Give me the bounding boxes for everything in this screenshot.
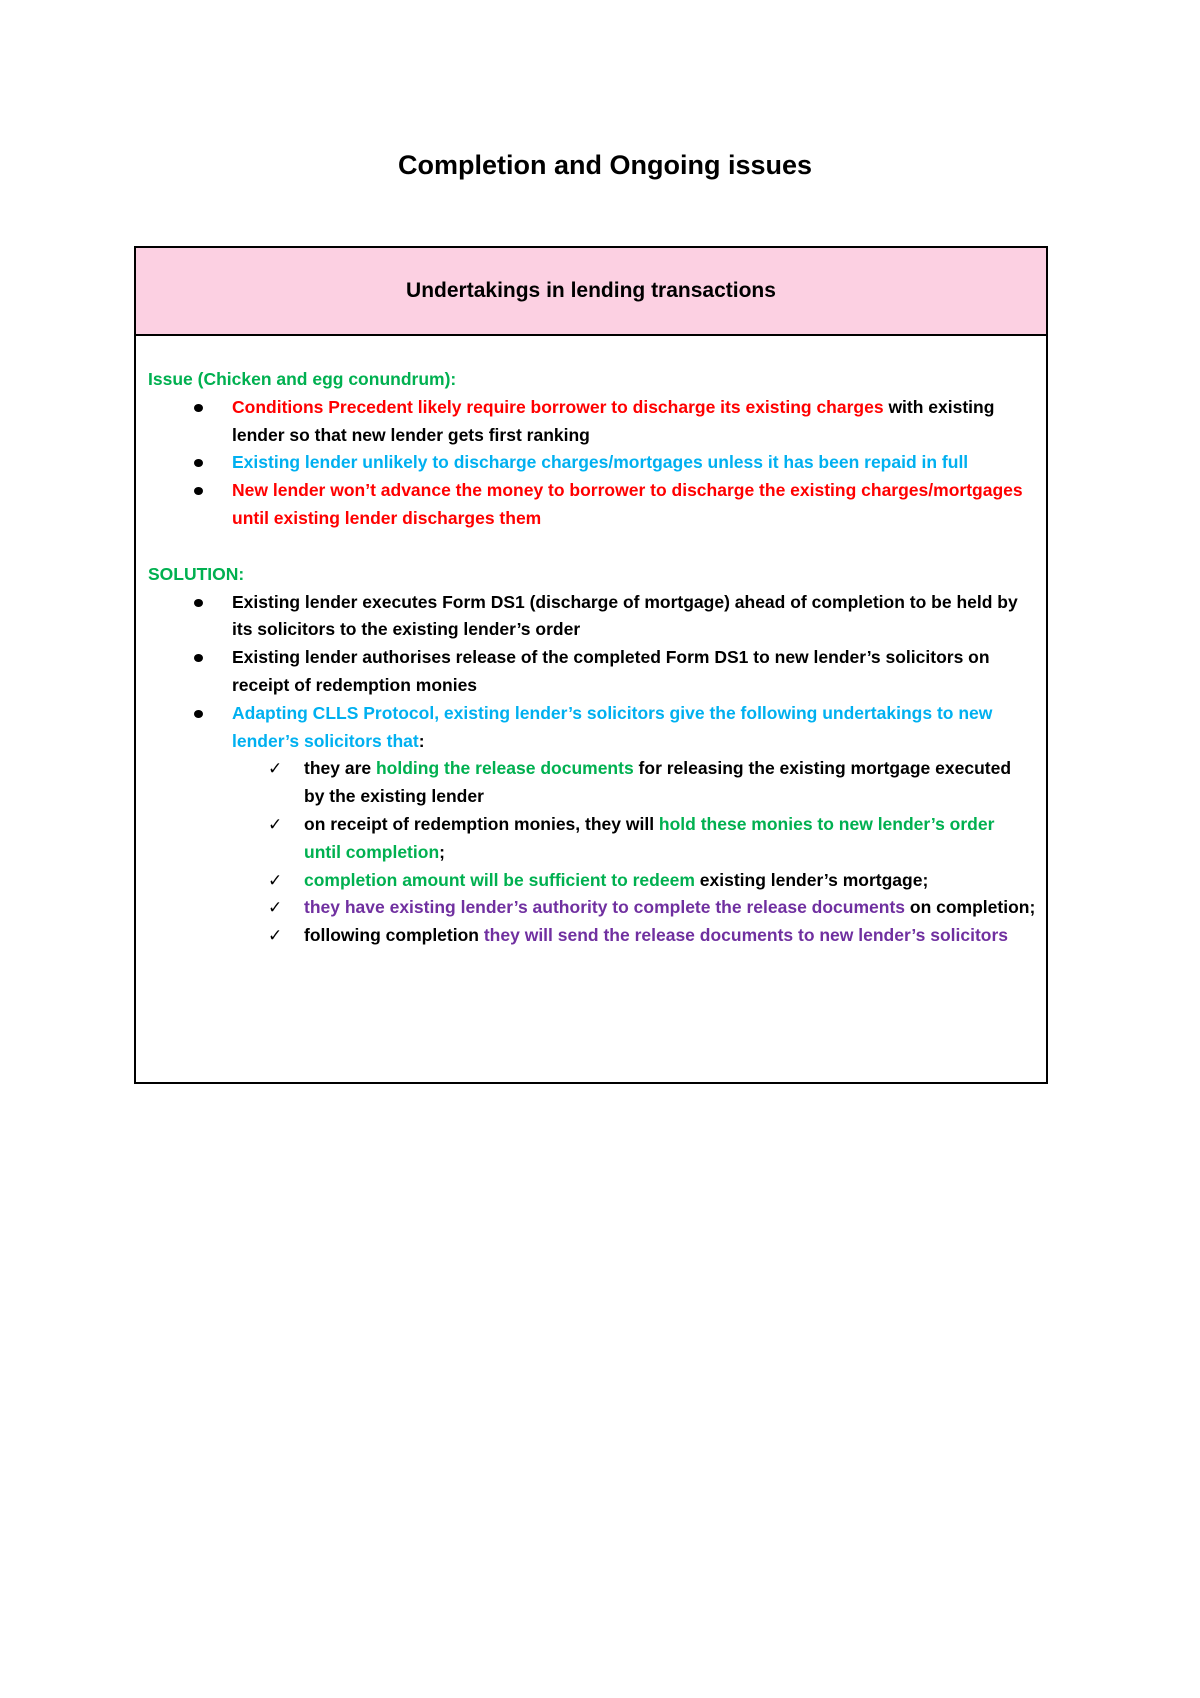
checkmark-icon: ✓ [268, 870, 283, 890]
checklist-item [232, 755, 1036, 811]
issue-bullet [148, 477, 1036, 533]
bullet-icon [194, 710, 203, 718]
checkmark-icon: ✓ [268, 926, 283, 946]
card-body [136, 336, 1046, 950]
issue-bullet [148, 394, 1036, 450]
issue-bullet [148, 449, 1036, 477]
check-text-part: they are [304, 758, 376, 779]
bullet-icon [194, 599, 203, 607]
solution-bullet [148, 700, 1036, 950]
bullet-icon [194, 404, 203, 412]
checkmark-icon: ✓ [268, 898, 283, 918]
bullet-text-part: : [418, 730, 425, 751]
check-text-part: for releasing the existing mortgage executed by the existing lender [304, 758, 1012, 807]
check-text-part: holding the release documents [375, 758, 634, 779]
section-spacer [148, 533, 1036, 561]
undertakings-card [134, 246, 1048, 1084]
check-text-part: hold these monies to new lender’s order until completion [304, 813, 995, 862]
check-text-part: ; [439, 841, 445, 862]
bullet-text-part: Existing lender unlikely to discharge charges/mortgages unless it has been repaid in full [232, 452, 969, 473]
check-text-part: existing lender’s mortgage; [694, 869, 929, 890]
solution-bullet [148, 589, 1036, 645]
bullet-text-part: New lender won’t advance the money to borrower to discharge the existing charges/mortgages until existing lender discharges them [232, 480, 1023, 528]
checklist-item [232, 922, 1036, 950]
issue-label: Issue (Chicken and egg conundrum): [148, 369, 457, 389]
bullet-text-part: with existing lender so that new lender gets first ranking [232, 396, 995, 445]
checklist-item [232, 894, 1036, 922]
check-text-part: on receipt of redemption monies, they will [304, 813, 659, 834]
check-text-part: they have existing lender’s authority to complete the release documents [304, 897, 906, 918]
card-header: Undertakings in lending transactions [136, 248, 1046, 336]
bullet-icon [194, 487, 203, 495]
solution-bullet [148, 644, 1036, 700]
check-text-part: following completion [304, 925, 484, 946]
undertakings-checklist [232, 755, 1036, 950]
bullet-icon [194, 459, 203, 467]
checklist-item [232, 867, 1036, 895]
bullet-text-part: Existing lender executes Form DS1 (discharge of mortgage) ahead of completion to be held by its solicitors to the existing lender’s order [232, 591, 1018, 640]
solution-label: SOLUTION: [148, 563, 245, 584]
bullet-text-part: Existing lender authorises release of the completed Form DS1 to new lender’s solicitors on receipt of redemption monies [232, 647, 990, 695]
check-text-part: completion amount will be sufficient to redeem [304, 869, 695, 890]
checkmark-icon: ✓ [268, 759, 283, 779]
bullet-icon [194, 654, 203, 662]
bullet-text-part: Conditions Precedent likely require borrower to discharge its existing charges [232, 396, 884, 417]
check-text-part: they will send the release documents to new lender’s solicitors [483, 925, 1009, 946]
checkmark-icon: ✓ [268, 814, 283, 834]
bullet-text-part: Adapting CLLS Protocol, existing lender’s solicitors give the following undertakings to new lender’s solicitors that [232, 702, 993, 751]
solution-list [148, 589, 1036, 950]
check-text-part: on completion; [905, 897, 1036, 918]
page-title: Completion and Ongoing issues [397, 150, 813, 180]
checklist-item [232, 811, 1036, 867]
issue-list [148, 394, 1036, 533]
